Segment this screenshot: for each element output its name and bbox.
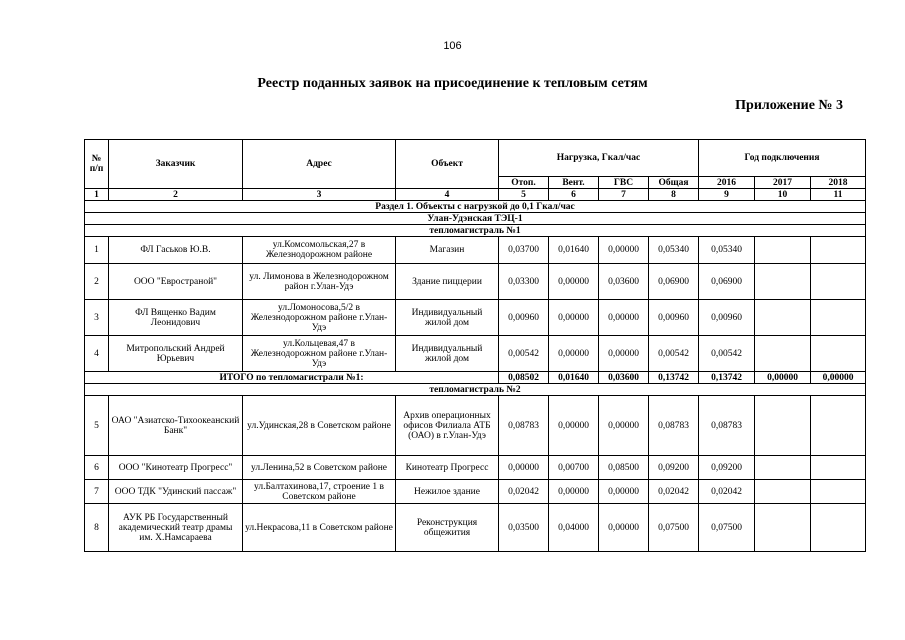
cell-address: ул.Удинская,28 в Советском районе <box>243 396 396 456</box>
cell-y2017 <box>755 456 811 480</box>
cell-num: 7 <box>85 480 109 504</box>
cell-customer: ОАО "Азиатско-Тихоокеанский Банк" <box>109 396 243 456</box>
col-number: 10 <box>755 189 811 201</box>
cell-y2017 <box>755 300 811 336</box>
cell-num: 5 <box>85 396 109 456</box>
cell-y2017 <box>755 504 811 552</box>
cell-gvs: 0,00000 <box>599 237 649 264</box>
cell-customer: ФЛ Гаськов Ю.В. <box>109 237 243 264</box>
cell-y2018 <box>811 456 866 480</box>
header-address: Адрес <box>243 140 396 189</box>
total-label: ИТОГО по тепломагистрали №1: <box>85 372 499 384</box>
cell-customer: Митропольский Андрей Юрьевич <box>109 336 243 372</box>
table-row <box>85 456 866 480</box>
col-number: 11 <box>811 189 866 201</box>
cell-object: Архив операционных офисов Филиала АТБ (ОАО) в г.Улан-Удэ <box>396 396 499 456</box>
main1-title: тепломагистраль №1 <box>85 225 866 237</box>
cell-total: 0,00542 <box>649 336 699 372</box>
cell-vent: 0,00000 <box>549 480 599 504</box>
table-row <box>85 336 866 372</box>
cell-y2017 <box>755 336 811 372</box>
main2-row <box>85 384 866 396</box>
cell-otop: 0,08783 <box>499 396 549 456</box>
cell-vent: 0,04000 <box>549 504 599 552</box>
cell-object: Здание пиццерии <box>396 264 499 300</box>
cell-address: ул.Комсомольская,27 в Железнодорожном районе <box>243 237 396 264</box>
cell-y2017 <box>755 396 811 456</box>
cell-otop: 0,02042 <box>499 480 549 504</box>
cell-vent: 0,00000 <box>549 396 599 456</box>
table-row <box>85 237 866 264</box>
col-number: 1 <box>85 189 109 201</box>
table-row <box>85 264 866 300</box>
cell-vent: 0,00000 <box>549 336 599 372</box>
group-row <box>85 213 866 225</box>
total-otop: 0,08502 <box>499 372 549 384</box>
cell-y2018 <box>811 300 866 336</box>
cell-total: 0,07500 <box>649 504 699 552</box>
cell-address: ул.Кольцевая,47 в Железнодорожном районе г.Улан-Удэ <box>243 336 396 372</box>
header-year-group: Год подключения <box>699 140 866 177</box>
cell-y2016: 0,00960 <box>699 300 755 336</box>
header-2016: 2016 <box>699 177 755 189</box>
cell-gvs: 0,00000 <box>599 396 649 456</box>
table-row <box>85 300 866 336</box>
col-number: 4 <box>396 189 499 201</box>
main2-title: тепломагистраль №2 <box>85 384 866 396</box>
header-vent: Вент. <box>549 177 599 189</box>
header-num: № п/п <box>85 140 109 189</box>
section-row <box>85 201 866 213</box>
cell-y2016: 0,02042 <box>699 480 755 504</box>
cell-y2016: 0,05340 <box>699 237 755 264</box>
cell-gvs: 0,03600 <box>599 264 649 300</box>
cell-y2017 <box>755 237 811 264</box>
cell-total: 0,08783 <box>649 396 699 456</box>
cell-vent: 0,00000 <box>549 300 599 336</box>
cell-address: ул.Ленина,52 в Советском районе <box>243 456 396 480</box>
col-number: 6 <box>549 189 599 201</box>
cell-total: 0,00960 <box>649 300 699 336</box>
cell-object: Индивидуальный жилой дом <box>396 336 499 372</box>
cell-otop: 0,03500 <box>499 504 549 552</box>
cell-num: 2 <box>85 264 109 300</box>
total-row <box>85 372 866 384</box>
header-customer: Заказчик <box>109 140 243 189</box>
cell-otop: 0,00000 <box>499 456 549 480</box>
cell-address: ул.Балтахинова,17, строение 1 в Советском районе <box>243 480 396 504</box>
cell-gvs: 0,00000 <box>599 504 649 552</box>
cell-object: Кинотеатр Прогресс <box>396 456 499 480</box>
column-number-row <box>85 189 866 201</box>
main1-row <box>85 225 866 237</box>
header-otop: Отоп. <box>499 177 549 189</box>
group-title: Улан-Удэнская ТЭЦ-1 <box>85 213 866 225</box>
col-number: 5 <box>499 189 549 201</box>
cell-customer: ООО "Кинотеатр Прогресс" <box>109 456 243 480</box>
header-2017: 2017 <box>755 177 811 189</box>
cell-num: 8 <box>85 504 109 552</box>
cell-y2016: 0,07500 <box>699 504 755 552</box>
cell-address: ул. Лимонова в Железнодорожном район г.Улан-Удэ <box>243 264 396 300</box>
total-y2017: 0,00000 <box>755 372 811 384</box>
cell-y2017 <box>755 480 811 504</box>
cell-object: Реконструкция общежития <box>396 504 499 552</box>
cell-total: 0,09200 <box>649 456 699 480</box>
table-row <box>85 396 866 456</box>
header-2018: 2018 <box>811 177 866 189</box>
cell-num: 3 <box>85 300 109 336</box>
cell-gvs: 0,00000 <box>599 336 649 372</box>
cell-gvs: 0,00000 <box>599 480 649 504</box>
cell-otop: 0,03700 <box>499 237 549 264</box>
cell-y2016: 0,06900 <box>699 264 755 300</box>
table-row <box>85 504 866 552</box>
cell-y2016: 0,00542 <box>699 336 755 372</box>
cell-vent: 0,00700 <box>549 456 599 480</box>
cell-otop: 0,00960 <box>499 300 549 336</box>
document-title: Реестр поданных заявок на присоединение к тепловым сетям <box>257 76 648 91</box>
col-number: 7 <box>599 189 649 201</box>
cell-y2016: 0,08783 <box>699 396 755 456</box>
cell-y2018 <box>811 237 866 264</box>
cell-customer: АУК РБ Государственный академический театр драмы им. Х.Намсараева <box>109 504 243 552</box>
table-row <box>85 480 866 504</box>
cell-total: 0,05340 <box>649 237 699 264</box>
section-title: Раздел 1. Объекты с нагрузкой до 0,1 Гкал/час <box>85 201 866 213</box>
header-load-group: Нагрузка, Гкал/час <box>499 140 699 177</box>
cell-y2018 <box>811 480 866 504</box>
cell-customer: ООО ТДК "Удинский пассаж" <box>109 480 243 504</box>
total-total: 0,13742 <box>649 372 699 384</box>
cell-y2018 <box>811 336 866 372</box>
page-number: 106 <box>443 40 462 52</box>
total-vent: 0,01640 <box>549 372 599 384</box>
cell-gvs: 0,00000 <box>599 300 649 336</box>
cell-object: Индивидуальный жилой дом <box>396 300 499 336</box>
cell-vent: 0,01640 <box>549 237 599 264</box>
header-gvs: ГВС <box>599 177 649 189</box>
col-number: 2 <box>109 189 243 201</box>
col-number: 9 <box>699 189 755 201</box>
cell-num: 4 <box>85 336 109 372</box>
col-number: 3 <box>243 189 396 201</box>
cell-gvs: 0,08500 <box>599 456 649 480</box>
cell-y2017 <box>755 264 811 300</box>
cell-object: Магазин <box>396 237 499 264</box>
col-number: 8 <box>649 189 699 201</box>
cell-otop: 0,03300 <box>499 264 549 300</box>
header-object: Объект <box>396 140 499 189</box>
cell-total: 0,06900 <box>649 264 699 300</box>
cell-y2016: 0,09200 <box>699 456 755 480</box>
appendix-label: Приложение № 3 <box>735 98 843 113</box>
cell-address: ул.Некрасова,11 в Советском районе <box>243 504 396 552</box>
cell-y2018 <box>811 264 866 300</box>
cell-num: 1 <box>85 237 109 264</box>
total-y2016: 0,13742 <box>699 372 755 384</box>
header-total: Общая <box>649 177 699 189</box>
cell-customer: ООО "Евространой" <box>109 264 243 300</box>
cell-y2018 <box>811 504 866 552</box>
cell-customer: ФЛ Вященко Вадим Леонидович <box>109 300 243 336</box>
registry-table <box>84 139 866 552</box>
cell-y2018 <box>811 396 866 456</box>
cell-num: 6 <box>85 456 109 480</box>
cell-vent: 0,00000 <box>549 264 599 300</box>
total-gvs: 0,03600 <box>599 372 649 384</box>
cell-address: ул.Ломоносова,5/2 в Железнодорожном районе г.Улан-Удэ <box>243 300 396 336</box>
cell-total: 0,02042 <box>649 480 699 504</box>
total-y2018: 0,00000 <box>811 372 866 384</box>
header-row <box>85 140 866 177</box>
cell-object: Нежилое здание <box>396 480 499 504</box>
cell-otop: 0,00542 <box>499 336 549 372</box>
